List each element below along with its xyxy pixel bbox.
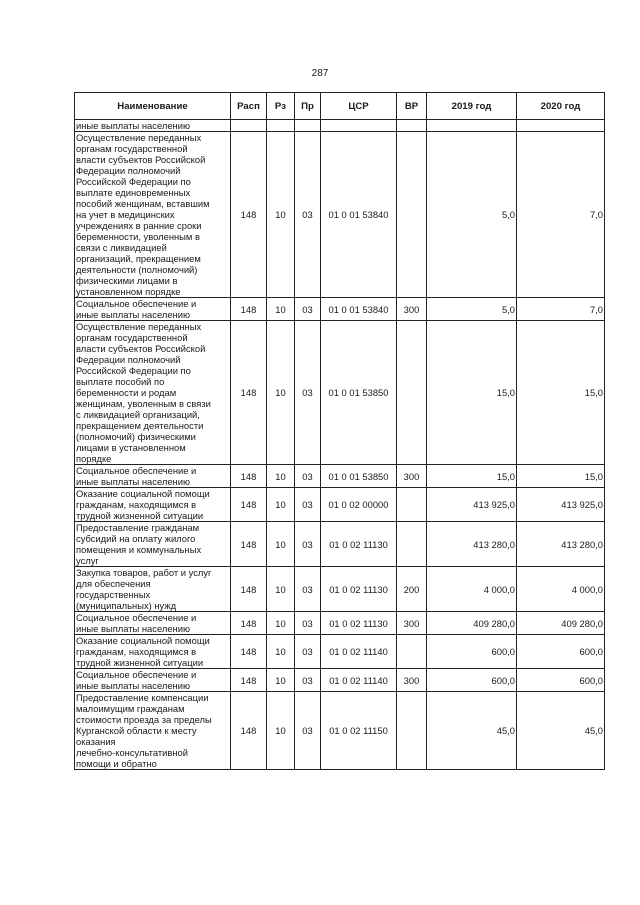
row-vr — [397, 132, 427, 298]
header-row — [75, 93, 605, 120]
row-name-cell — [75, 132, 231, 298]
row-name-cell — [75, 669, 231, 692]
row-name-line: выплате пособий по — [76, 376, 165, 387]
row-vr — [397, 522, 427, 567]
row-name-line: трудной жизненной ситуации — [76, 510, 204, 521]
row-name-line: стоимости проезда за пределы — [76, 714, 212, 725]
row-name-cell — [75, 635, 231, 669]
row-name-line: прекращением деятельности — [76, 420, 204, 431]
header-year-2020: 2020 год — [517, 93, 605, 120]
row-name-cell — [75, 567, 231, 612]
row-name-cell — [75, 612, 231, 635]
row-name-line: Осуществление переданных — [76, 132, 202, 143]
row-name-line: органам государственной — [76, 332, 188, 343]
row-csr: 01 0 01 53840 — [321, 132, 397, 298]
row-vr: 300 — [397, 298, 427, 321]
row-rasp: 148 — [231, 567, 267, 612]
row-vr — [397, 635, 427, 669]
row-name-line: деятельности (полномочий) — [76, 264, 198, 275]
row-amount-2019: 409 280,0 — [427, 612, 517, 635]
row-csr: 01 0 02 11130 — [321, 612, 397, 635]
row-vr: 300 — [397, 465, 427, 488]
row-name-line: Российской Федерации по — [76, 365, 191, 376]
row-csr: 01 0 02 11150 — [321, 692, 397, 770]
table-row — [75, 298, 605, 321]
row-name-cell — [75, 465, 231, 488]
row-name-line: трудной жизненной ситуации — [76, 657, 204, 668]
row-name-line: иные выплаты населению — [76, 120, 190, 131]
row-amount-2019: 413 280,0 — [427, 522, 517, 567]
row-rz: 10 — [267, 132, 295, 298]
row-name-line: оказания — [76, 736, 116, 747]
row-name-line: Федерации полномочий — [76, 354, 181, 365]
row-name-line: власти субъектов Российской — [76, 154, 206, 165]
row-rasp: 148 — [231, 298, 267, 321]
row-name-line: на учет в медицинских — [76, 209, 175, 220]
row-name-line: Оказание социальной помощи — [76, 635, 210, 646]
row-rz: 10 — [267, 522, 295, 567]
row-name-line: Осуществление переданных — [76, 321, 202, 332]
row-rasp: 148 — [231, 488, 267, 522]
row-name-line: Социальное обеспечение и — [76, 612, 197, 623]
row-rz: 10 — [267, 612, 295, 635]
row-name-line: беременности, уволенным в — [76, 231, 200, 242]
row-amount-2020 — [517, 120, 605, 132]
row-name-line: лечебно-консультативной — [76, 747, 188, 758]
row-csr: 01 0 02 11140 — [321, 635, 397, 669]
row-name-line: беременности и родам — [76, 387, 177, 398]
table-row — [75, 692, 605, 770]
table-row — [75, 321, 605, 465]
row-name-line: с ликвидацией организаций, — [76, 409, 200, 420]
row-name-line: Российской Федерации по — [76, 176, 191, 187]
table-row — [75, 635, 605, 669]
row-csr: 01 0 02 11130 — [321, 567, 397, 612]
row-amount-2019: 4 000,0 — [427, 567, 517, 612]
table-row — [75, 612, 605, 635]
row-rz: 10 — [267, 298, 295, 321]
row-csr: 01 0 01 53840 — [321, 298, 397, 321]
row-name-line: физическими лицами в — [76, 275, 178, 286]
row-amount-2020: 7,0 — [517, 132, 605, 298]
row-name-line: выплате единовременных — [76, 187, 191, 198]
row-amount-2020: 600,0 — [517, 669, 605, 692]
row-name-line: малоимущим гражданам — [76, 703, 185, 714]
row-csr: 01 0 01 53850 — [321, 465, 397, 488]
row-pr: 03 — [295, 669, 321, 692]
row-pr: 03 — [295, 567, 321, 612]
table-row — [75, 567, 605, 612]
row-amount-2020: 45,0 — [517, 692, 605, 770]
row-name-line: власти субъектов Российской — [76, 343, 206, 354]
row-rz: 10 — [267, 669, 295, 692]
header-rz: Рз — [267, 93, 295, 120]
row-pr — [295, 120, 321, 132]
row-name-line: помещения и коммунальных — [76, 544, 202, 555]
row-rz: 10 — [267, 567, 295, 612]
row-name-line: учреждениях в ранние сроки — [76, 220, 202, 231]
row-name-line: Оказание социальной помощи — [76, 488, 210, 499]
row-name-line: Социальное обеспечение и — [76, 465, 197, 476]
row-pr: 03 — [295, 692, 321, 770]
header-pr: Пр — [295, 93, 321, 120]
header-rasp: Расп — [231, 93, 267, 120]
row-name-line: (полномочий) физическими — [76, 431, 196, 442]
row-name-cell — [75, 522, 231, 567]
row-name-line: установленном порядке — [76, 286, 181, 297]
row-name-line: организаций, прекращением — [76, 253, 201, 264]
header-year-2019: 2019 год — [427, 93, 517, 120]
row-vr — [397, 120, 427, 132]
row-name-line: иные выплаты населению — [76, 680, 190, 691]
row-name-cell — [75, 120, 231, 132]
row-name-line: иные выплаты населению — [76, 623, 190, 634]
row-name-cell — [75, 692, 231, 770]
row-pr: 03 — [295, 465, 321, 488]
row-rasp — [231, 120, 267, 132]
row-name-line: Социальное обеспечение и — [76, 298, 197, 309]
row-rasp: 148 — [231, 669, 267, 692]
row-rz: 10 — [267, 635, 295, 669]
row-name-line: государственных — [76, 589, 151, 600]
row-rz: 10 — [267, 465, 295, 488]
row-csr: 01 0 02 00000 — [321, 488, 397, 522]
row-amount-2020: 413 925,0 — [517, 488, 605, 522]
row-name-cell — [75, 488, 231, 522]
row-name-line: лицами в установленном — [76, 442, 186, 453]
row-pr: 03 — [295, 488, 321, 522]
row-rasp: 148 — [231, 692, 267, 770]
row-pr: 03 — [295, 522, 321, 567]
row-name-line: Курганской области к месту — [76, 725, 197, 736]
row-amount-2019: 413 925,0 — [427, 488, 517, 522]
row-name-line: женщинам, уволенным в связи — [76, 398, 211, 409]
row-rasp: 148 — [231, 612, 267, 635]
header-name: Наименование — [75, 93, 231, 120]
table-row — [75, 132, 605, 298]
row-rz: 10 — [267, 321, 295, 465]
row-amount-2020: 15,0 — [517, 465, 605, 488]
row-name-line: помощи и обратно — [76, 758, 157, 769]
row-csr: 01 0 02 11140 — [321, 669, 397, 692]
header-vr: ВР — [397, 93, 427, 120]
row-name-line: для обеспечения — [76, 578, 151, 589]
row-name-line: (муниципальных) нужд — [76, 600, 177, 611]
row-csr — [321, 120, 397, 132]
row-rasp: 148 — [231, 321, 267, 465]
row-csr: 01 0 01 53850 — [321, 321, 397, 465]
row-rz — [267, 120, 295, 132]
row-amount-2020: 4 000,0 — [517, 567, 605, 612]
row-amount-2019: 5,0 — [427, 132, 517, 298]
row-amount-2019: 600,0 — [427, 635, 517, 669]
page-number: 287 — [311, 68, 329, 79]
table-row — [75, 488, 605, 522]
row-rasp: 148 — [231, 522, 267, 567]
row-name-line: Федерации полномочий — [76, 165, 181, 176]
row-name-line: гражданам, находящимся в — [76, 499, 197, 510]
row-name-line: Закупка товаров, работ и услуг — [76, 567, 212, 578]
row-name-line: услуг — [76, 555, 99, 566]
row-pr: 03 — [295, 298, 321, 321]
row-name-cell — [75, 298, 231, 321]
row-vr: 200 — [397, 567, 427, 612]
row-rasp: 148 — [231, 132, 267, 298]
header-csr: ЦСР — [321, 93, 397, 120]
table-row — [75, 120, 605, 132]
row-amount-2020: 7,0 — [517, 298, 605, 321]
row-amount-2020: 15,0 — [517, 321, 605, 465]
row-name-line: Предоставление компенсации — [76, 692, 209, 703]
row-rasp: 148 — [231, 465, 267, 488]
row-rasp: 148 — [231, 635, 267, 669]
row-vr — [397, 321, 427, 465]
table-row — [75, 522, 605, 567]
row-name-line: Предоставление гражданам — [76, 522, 200, 533]
row-amount-2020: 413 280,0 — [517, 522, 605, 567]
row-csr: 01 0 02 11130 — [321, 522, 397, 567]
row-pr: 03 — [295, 321, 321, 465]
row-name-line: порядке — [76, 453, 112, 464]
row-name-line: иные выплаты населению — [76, 476, 190, 487]
row-amount-2020: 409 280,0 — [517, 612, 605, 635]
table-body — [75, 120, 605, 770]
row-pr: 03 — [295, 132, 321, 298]
row-name-cell — [75, 321, 231, 465]
row-pr: 03 — [295, 635, 321, 669]
row-amount-2019: 5,0 — [427, 298, 517, 321]
row-rz: 10 — [267, 488, 295, 522]
row-amount-2019 — [427, 120, 517, 132]
row-name-line: органам государственной — [76, 143, 188, 154]
row-vr: 300 — [397, 669, 427, 692]
row-vr — [397, 488, 427, 522]
row-amount-2019: 15,0 — [427, 465, 517, 488]
row-name-line: связи с ликвидацией — [76, 242, 167, 253]
row-vr — [397, 692, 427, 770]
row-name-line: Социальное обеспечение и — [76, 669, 197, 680]
row-rz: 10 — [267, 692, 295, 770]
row-vr: 300 — [397, 612, 427, 635]
row-amount-2020: 600,0 — [517, 635, 605, 669]
row-name-line: субсидий на оплату жилого — [76, 533, 196, 544]
budget-table — [74, 92, 605, 770]
row-name-line: гражданам, находящимся в — [76, 646, 197, 657]
row-amount-2019: 15,0 — [427, 321, 517, 465]
row-name-line: иные выплаты населению — [76, 309, 190, 320]
row-name-line: пособий женщинам, вставшим — [76, 198, 210, 209]
table-row — [75, 669, 605, 692]
table-row — [75, 465, 605, 488]
row-amount-2019: 600,0 — [427, 669, 517, 692]
row-pr: 03 — [295, 612, 321, 635]
row-amount-2019: 45,0 — [427, 692, 517, 770]
